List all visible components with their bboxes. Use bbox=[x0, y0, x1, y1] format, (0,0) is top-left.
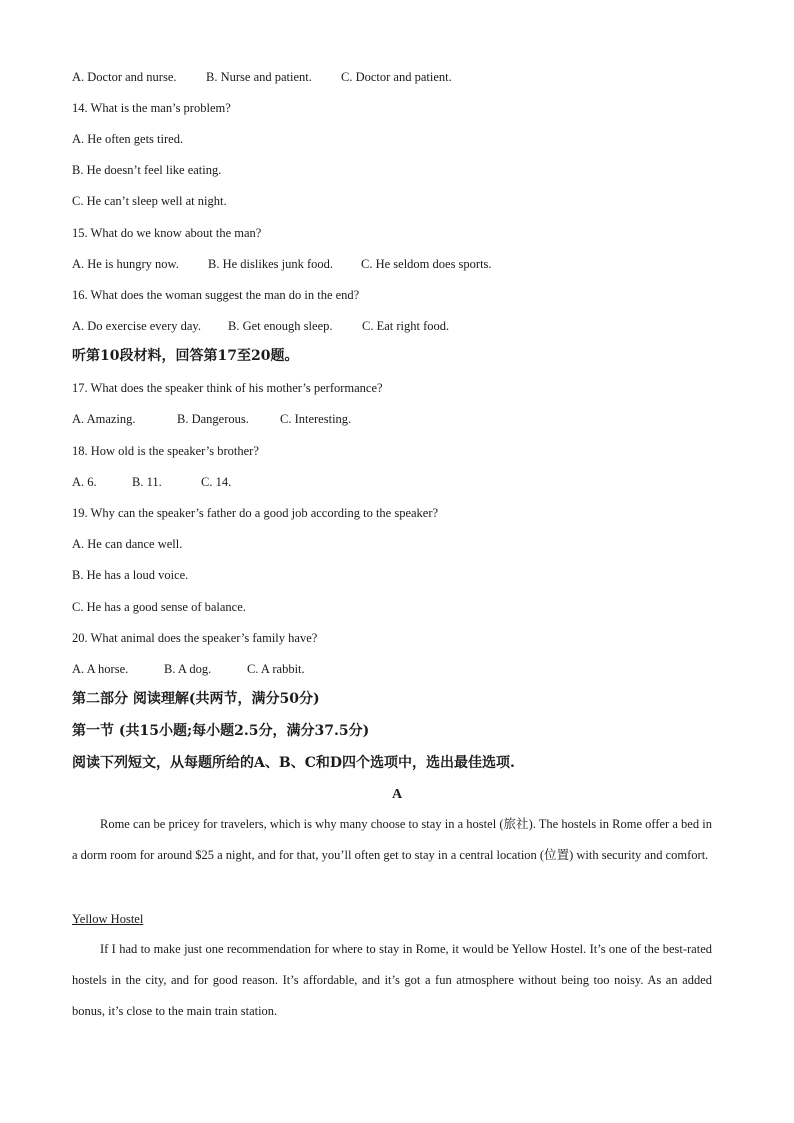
q18-option-a: A. 6. bbox=[72, 475, 97, 489]
q15-question: 15. What do we know about the man? bbox=[72, 226, 262, 240]
q18-options bbox=[72, 474, 231, 490]
q17-options bbox=[72, 411, 351, 427]
q18-option-c: C. 14. bbox=[201, 475, 232, 489]
passage-label: A bbox=[391, 787, 403, 802]
hostel-heading: Yellow Hostel bbox=[72, 912, 144, 926]
q16-option-b: B. Get enough sleep. bbox=[228, 319, 333, 333]
q15-option-a: A. He is hungry now. bbox=[72, 257, 179, 271]
q16-option-a: A. Do exercise every day. bbox=[72, 319, 201, 333]
q16-options bbox=[72, 318, 449, 334]
q19-option-b: B. He has a loud voice. bbox=[72, 568, 189, 582]
q17-option-a: A. Amazing. bbox=[72, 412, 136, 426]
q16-option-c: C. Eat right food. bbox=[362, 319, 450, 333]
q20-options bbox=[72, 661, 305, 677]
q15-options bbox=[72, 256, 492, 272]
q17-option-c: C. Interesting. bbox=[280, 412, 352, 426]
q20-question: 20. What animal does the speaker’s family have? bbox=[72, 631, 318, 645]
q14-option-a: A. He often gets tired. bbox=[72, 132, 184, 146]
q17-option-b: B. Dangerous. bbox=[177, 412, 249, 426]
q16-question: 16. What does the woman suggest the man do in the end? bbox=[72, 288, 360, 302]
q14-option-c: C. He can’t sleep well at night. bbox=[72, 194, 227, 208]
passage-paragraph-2: If I had to make just one recommendation for where to stay in Rome, it would be Yellow Hostel. It’s one of the best-rated hostels in the city, and for good reason. It’s affordable, and it’s got a fun atmosphere without being too noisy. As an added bonus, it’s close to the main train station. bbox=[72, 942, 712, 1018]
q13-option-c: C. Doctor and patient. bbox=[341, 70, 452, 84]
q14-option-b: B. He doesn’t feel like eating. bbox=[72, 163, 222, 177]
section-10-heading: 听第10段材料，回答第17至20题。 bbox=[72, 348, 299, 364]
passage-paragraph-1: Rome can be pricey for travelers, which is why many choose to stay in a hostel (旅社). The hostels in Rome offer a bed in a dorm room for around $25 a night, and for that, you’ll often get to stay in a central location (位置) with security and comfort. bbox=[72, 817, 712, 862]
q17-question: 17. What does the speaker think of his mother’s performance? bbox=[72, 381, 383, 395]
q19-option-a: A. He can dance well. bbox=[72, 537, 183, 551]
q20-option-b: B. A dog. bbox=[164, 662, 212, 676]
section-1-heading: 第一节 (共15小题;每小题2.5分，满分37.5分) bbox=[72, 723, 370, 739]
q18-option-b: B. 11. bbox=[132, 475, 162, 489]
q20-option-a: A. A horse. bbox=[72, 662, 129, 676]
q18-question: 18. How old is the speaker’s brother? bbox=[72, 444, 259, 458]
q14-question: 14. What is the man’s problem? bbox=[72, 101, 231, 115]
q15-option-b: B. He dislikes junk food. bbox=[208, 257, 333, 271]
q20-option-c: C. A rabbit. bbox=[247, 662, 305, 676]
q13-options bbox=[72, 69, 452, 85]
reading-instructions: 阅读下列短文，从每题所给的A、B、C和D四个选项中，选出最佳选项. bbox=[72, 755, 515, 771]
q19-question: 19. Why can the speaker’s father do a good job according to the speaker? bbox=[72, 506, 439, 520]
part-2-heading: 第二部分 阅读理解(共两节，满分50分) bbox=[72, 691, 320, 707]
q19-option-c: C. He has a good sense of balance. bbox=[72, 600, 246, 614]
q15-option-c: C. He seldom does sports. bbox=[361, 257, 492, 271]
q13-option-b: B. Nurse and patient. bbox=[206, 70, 312, 84]
q13-option-a: A. Doctor and nurse. bbox=[72, 70, 177, 84]
